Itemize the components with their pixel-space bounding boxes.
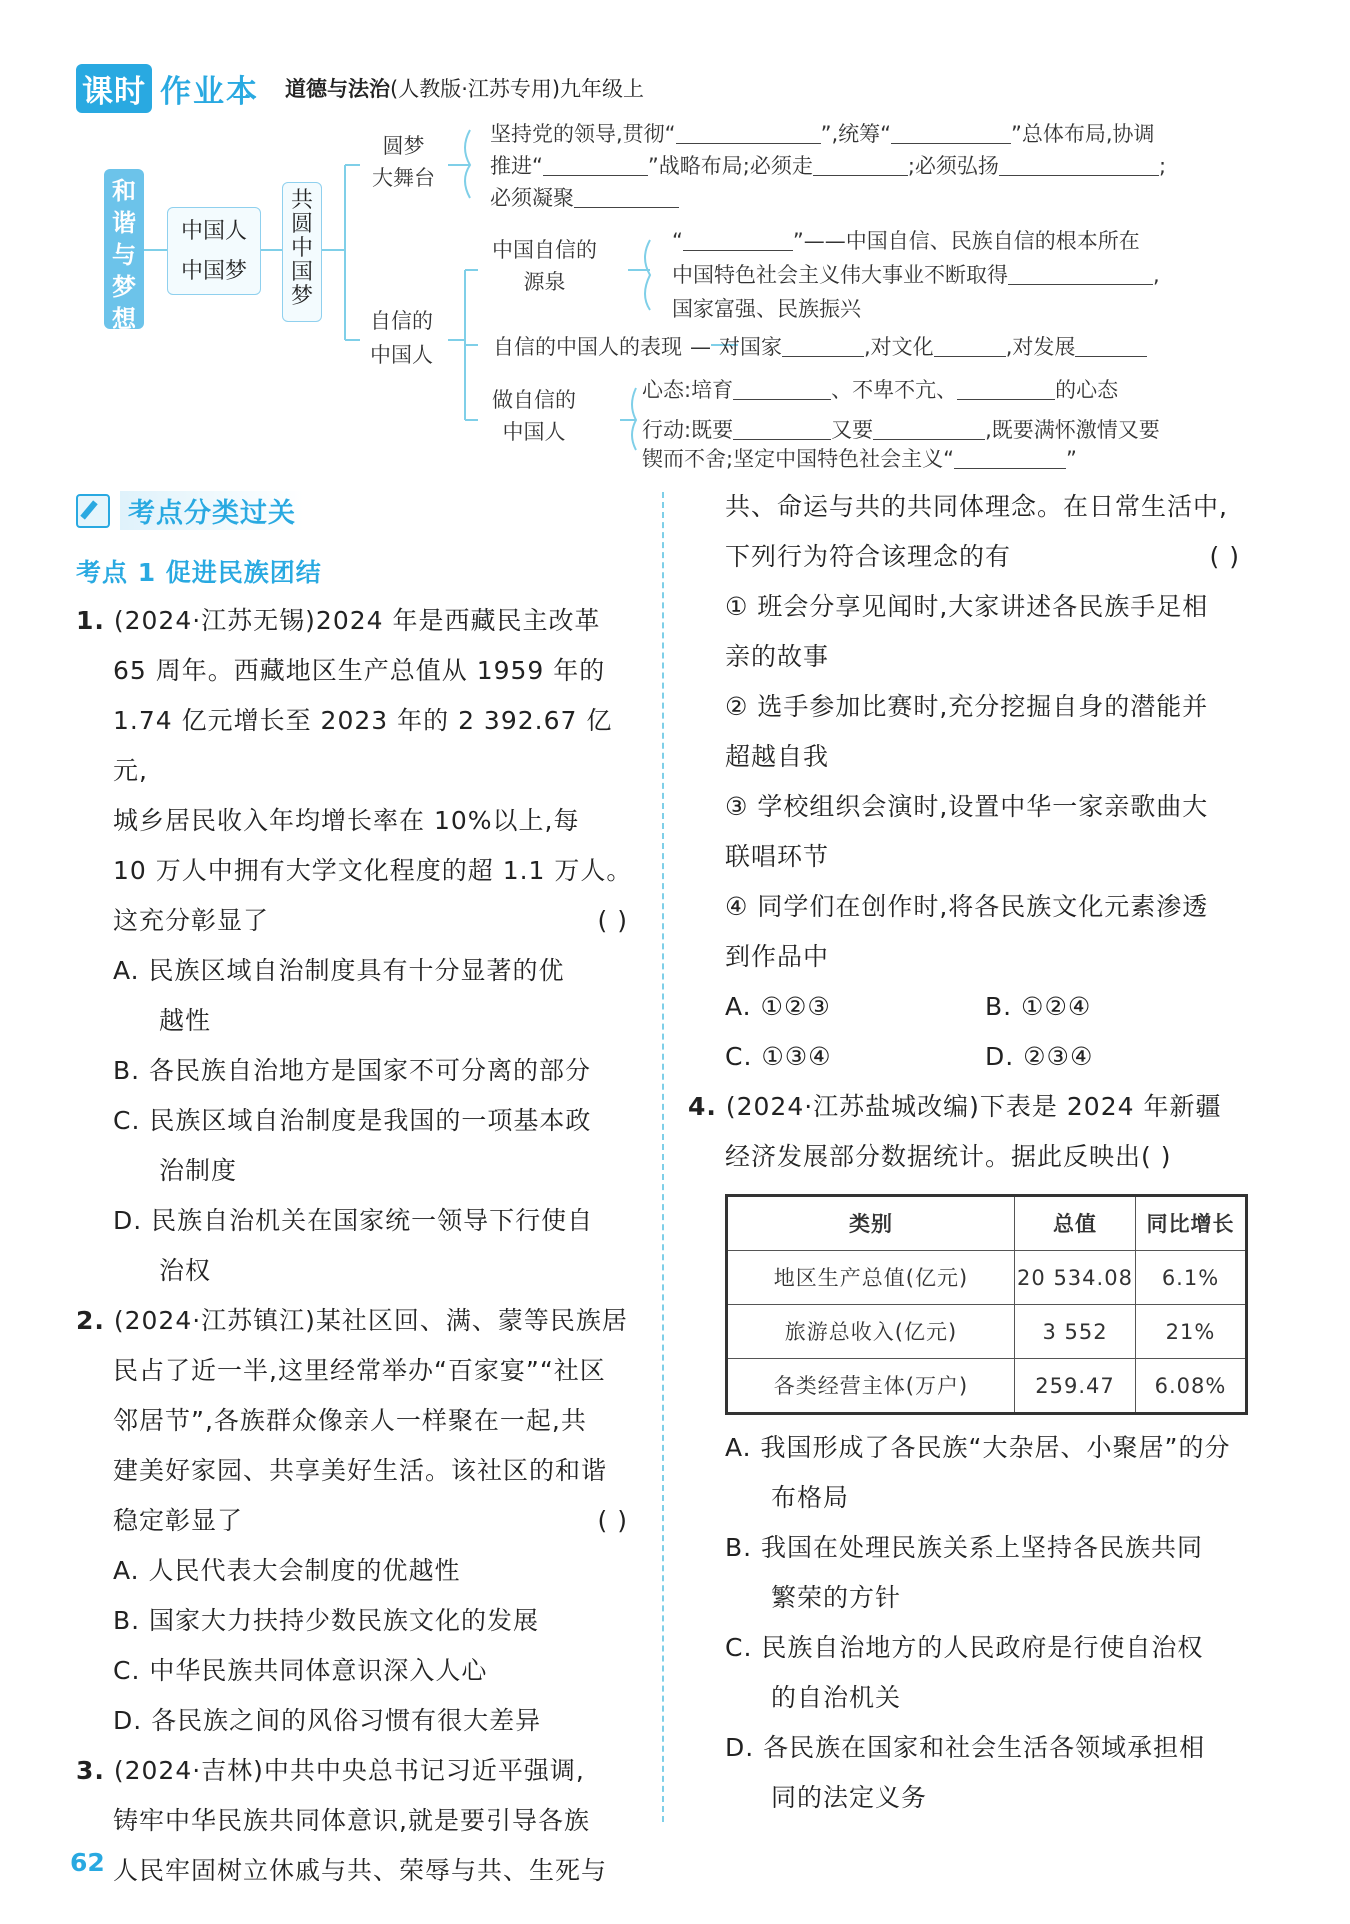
- fill-blank[interactable]: [733, 418, 831, 440]
- do-3-b: ”: [1065, 447, 1077, 471]
- q4-line: (2024·江苏盐城改编)下表是 2024 年新疆: [725, 1092, 1222, 1121]
- table-cell: 地区生产总值(亿元): [727, 1251, 1015, 1305]
- fill-blank[interactable]: [954, 447, 1066, 469]
- fill-blank[interactable]: [1075, 335, 1147, 357]
- logo-word: 作业本: [160, 74, 259, 110]
- q1-line: 城乡居民收入年均增长率在 10%以上,每: [113, 806, 580, 835]
- b2-title-line2: 中国人: [370, 343, 433, 367]
- perf-label: 自信的中国人的表现: [493, 335, 682, 359]
- q1-last: 这充分彰显了: [113, 906, 270, 935]
- q4-option-c[interactable]: C. 民族自治地方的人民政府是行使自治权: [725, 1633, 1204, 1662]
- q3-item-3-cont: 联唱环节: [725, 842, 830, 871]
- q2-num: 2.: [76, 1306, 105, 1335]
- q1-option-c-cont: 治制度: [159, 1156, 238, 1185]
- fill-blank[interactable]: [813, 154, 908, 176]
- q4-option-d[interactable]: D. 各民族在国家和社会生活各领域承担相: [725, 1733, 1206, 1762]
- fill-blank[interactable]: [733, 378, 831, 400]
- q3-item-2: ② 选手参加比赛时,充分挖掘自身的潜能并: [725, 692, 1209, 721]
- table-cell: 20 534.08: [1015, 1251, 1136, 1305]
- q4-option-a[interactable]: A. 我国形成了各民族“大杂居、小聚居”的分: [725, 1433, 1231, 1462]
- table-cell: 259.47: [1015, 1359, 1136, 1414]
- table-cell: 旅游总收入(亿元): [727, 1305, 1015, 1359]
- data-table: [725, 1194, 1248, 1415]
- src-2-end: ,: [1153, 263, 1160, 287]
- q1-option-a[interactable]: A. 民族区域自治制度具有十分显著的优: [113, 956, 565, 985]
- q3-item-4-cont: 到作品中: [725, 942, 830, 971]
- b1-l2-a: 推进“: [490, 154, 543, 178]
- src-1-pre: “: [672, 229, 683, 253]
- fill-blank[interactable]: [782, 335, 864, 357]
- q3-choice-d[interactable]: D. ②③④: [985, 1042, 1094, 1071]
- q4-option-b-cont: 繁荣的方针: [771, 1583, 902, 1612]
- b1-l2-b: ”战略布局;必须走: [647, 154, 813, 178]
- src-title-line2: 源泉: [523, 270, 566, 294]
- answer-paren[interactable]: ( ): [597, 906, 628, 935]
- fill-blank[interactable]: [676, 122, 821, 144]
- q3-line: 人民牢固树立休戚与共、荣辱与共、生死与: [113, 1856, 608, 1885]
- left-column: [76, 596, 636, 1896]
- mindmap-root-tag: 和谐与梦想: [104, 169, 144, 329]
- src-title-line1: 中国自信的: [492, 238, 597, 262]
- answer-paren[interactable]: ( ): [597, 1506, 628, 1535]
- q1-option-a-cont: 越性: [159, 1006, 212, 1035]
- q3-line: (2024·吉林)中共中央总书记习近平强调,: [113, 1756, 585, 1785]
- q3-item-1: ① 班会分享见闻时,大家讲述各民族手足相: [725, 592, 1209, 621]
- section-title: 考点分类过关: [120, 491, 304, 530]
- do-1-b: 、不卑不亢、: [831, 378, 958, 402]
- table-row: [727, 1251, 1247, 1305]
- b1-l1-a: 坚持党的领导,贯彻“: [490, 122, 676, 146]
- q1-line: 10 万人中拥有大学文化程度的超 1.1 万人。: [113, 856, 633, 885]
- q2-last: 稳定彰显了: [113, 1506, 244, 1535]
- q4-last: 经济发展部分数据统计。据此反映出( ): [725, 1142, 1172, 1171]
- b2-title: [370, 304, 433, 372]
- table-header: 总值: [1015, 1196, 1136, 1251]
- q1-line: (2024·江苏无锡)2024 年是西藏民主改革: [113, 606, 601, 635]
- q2-option-c[interactable]: C. 中华民族共同体意识深入人心: [113, 1656, 488, 1685]
- q3-item-2-cont: 超越自我: [725, 742, 830, 771]
- b1-l1-b: ”,统筹“: [820, 122, 891, 146]
- perf-b: ,对文化: [864, 335, 934, 359]
- b1-title-line1: 圆梦: [382, 134, 425, 158]
- question-1: [76, 596, 636, 1296]
- q1-option-d[interactable]: D. 民族自治机关在国家统一领导下行使自: [113, 1206, 594, 1235]
- answer-paren[interactable]: ( ): [1209, 542, 1240, 571]
- q4-num: 4.: [688, 1092, 717, 1121]
- fill-blank[interactable]: [1008, 263, 1153, 285]
- src-title: [492, 234, 597, 298]
- do-2-b: 又要: [831, 418, 874, 442]
- fill-blank[interactable]: [574, 186, 679, 208]
- logo-box: 课时: [76, 64, 152, 113]
- src-3: 国家富强、民族振兴: [672, 297, 861, 321]
- do-title: [492, 384, 576, 448]
- fill-blank[interactable]: [957, 378, 1055, 400]
- table-cell: 各类经营主体(万户): [727, 1359, 1015, 1414]
- q2-line: (2024·江苏镇江)某社区回、满、蒙等民族居: [113, 1306, 628, 1335]
- q3-last: 下列行为符合该理念的有: [725, 542, 1012, 571]
- q1-option-b[interactable]: B. 各民族自治地方是国家不可分离的部分: [113, 1056, 592, 1085]
- q3-item-1-cont: 亲的故事: [725, 642, 830, 671]
- q3-choice-c[interactable]: C. ①③④: [725, 1042, 832, 1071]
- b1-l2-d: ;: [1158, 154, 1167, 178]
- right-column: [688, 482, 1248, 1823]
- q2-line: 邻居节”,各族群众像亲人一样聚在一起,共: [113, 1406, 587, 1435]
- b2-title-line1: 自信的: [370, 309, 433, 333]
- column-divider: [662, 492, 664, 1822]
- q3-choices-row1: [688, 982, 1248, 1032]
- q2-line: 建美好家园、共享美好生活。该社区的和谐: [113, 1456, 608, 1485]
- q4-table-wrap: [688, 1194, 1248, 1415]
- center-line-2: 中国梦: [180, 259, 247, 284]
- b1-l3: 必须凝聚: [490, 186, 574, 210]
- b1-title-line2: 大舞台: [372, 166, 435, 190]
- fill-blank[interactable]: [891, 122, 1011, 144]
- table-header: 类别: [727, 1196, 1015, 1251]
- table-header-row: [727, 1196, 1247, 1251]
- q4-option-b[interactable]: B. 我国在处理民族关系上坚持各民族共同: [725, 1533, 1204, 1562]
- table-cell: 6.08%: [1136, 1359, 1247, 1414]
- q1-line: 1.74 亿元增长至 2023 年的 2 392.67 亿元,: [113, 706, 613, 785]
- fill-blank[interactable]: [873, 418, 985, 440]
- do-1-a: 心态:培育: [642, 378, 734, 402]
- q2-option-d[interactable]: D. 各民族之间的风俗习惯有很大差异: [113, 1706, 542, 1735]
- mindmap-branch-node: 共圆中国梦: [282, 182, 322, 322]
- do-2-c: ,既要满怀激情又要: [985, 418, 1160, 442]
- q1-option-d-cont: 治权: [159, 1256, 212, 1285]
- b1-content: [490, 118, 1230, 214]
- perf-c: ,对发展: [1005, 335, 1076, 359]
- do-3-a: 锲而不舍;坚定中国特色社会主义“: [642, 447, 954, 471]
- q4-option-c-cont: 的自治机关: [771, 1683, 902, 1712]
- do-title-line2: 中国人: [502, 420, 566, 444]
- table-header: 同比增长: [1136, 1196, 1247, 1251]
- table-cell: 3 552: [1015, 1305, 1136, 1359]
- q1-line: 65 周年。西藏地区生产总值从 1959 年的: [113, 656, 606, 685]
- fill-blank[interactable]: [934, 335, 1006, 357]
- q2-option-b[interactable]: B. 国家大力扶持少数民族文化的发展: [113, 1606, 540, 1635]
- b1-l1-c: ”总体布局,协调: [1011, 122, 1155, 146]
- question-2: [76, 1296, 636, 1746]
- subject-name: 道德与法治: [285, 77, 390, 101]
- q3-choice-b[interactable]: B. ①②④: [985, 992, 1092, 1021]
- src-content: [672, 224, 1232, 326]
- table-cell: 21%: [1136, 1305, 1247, 1359]
- q2-line: 民占了近一半,这里经常举办“百家宴”“社区: [113, 1356, 606, 1385]
- q2-option-a[interactable]: A. 人民代表大会制度的优越性: [113, 1556, 461, 1585]
- b1-l2-c: ;必须弘扬: [907, 154, 999, 178]
- question-4: [688, 1082, 1248, 1182]
- fill-blank[interactable]: [999, 154, 1159, 176]
- q4-option-a-cont: 布格局: [771, 1483, 850, 1512]
- q1-option-c[interactable]: C. 民族区域自治制度是我国的一项基本政: [113, 1106, 592, 1135]
- q3-line: 铸牢中华民族共同体意识,就是要引导各族: [113, 1806, 590, 1835]
- do-title-line1: 做自信的: [492, 388, 576, 412]
- edition-text: (人教版·江苏专用)九年级上: [390, 77, 645, 101]
- mindmap-center-node: [167, 207, 261, 295]
- table-cell: 6.1%: [1136, 1251, 1247, 1305]
- q3-choices-row2: [688, 1032, 1248, 1082]
- page-number: 62: [70, 1848, 105, 1877]
- table-row: [727, 1305, 1247, 1359]
- src-2: 中国特色社会主义伟大事业不断取得: [672, 263, 1008, 287]
- q4-option-d-cont: 同的法定义务: [771, 1783, 928, 1812]
- do-2-a: 行动:既要: [642, 418, 734, 442]
- q1-num: 1.: [76, 606, 105, 635]
- q3-item-3: ③ 学校组织会演时,设置中华一家亲歌曲大: [725, 792, 1209, 821]
- q3-num: 3.: [76, 1756, 105, 1785]
- q3-item-4: ④ 同学们在创作时,将各民族文化元素渗透: [725, 892, 1209, 921]
- do-1-c: 的心态: [1055, 378, 1119, 402]
- table-row: [727, 1359, 1247, 1414]
- perf-a: 对国家: [719, 335, 782, 359]
- fill-blank[interactable]: [543, 154, 648, 176]
- fill-blank[interactable]: [683, 229, 793, 251]
- pencil-note-icon: [76, 494, 110, 528]
- do-3-line: [642, 442, 1262, 476]
- do-content: [642, 370, 1242, 450]
- center-line-1: 中国人: [180, 219, 247, 244]
- b1-title: [372, 130, 435, 194]
- section-header: [76, 491, 304, 530]
- kaodian-title: 考点 1 促进民族团结: [76, 558, 322, 587]
- question-3: [76, 1746, 636, 1896]
- src-1: ”——中国自信、民族自信的根本所在: [792, 229, 1140, 253]
- perf-line: 自信的中国人的表现 — 对国家 ,对文化 ,对发展: [493, 330, 1253, 364]
- q3-choice-a[interactable]: A. ①②③: [725, 992, 831, 1021]
- q3-line: 共、命运与共的共同体理念。在日常生活中,: [725, 492, 1228, 521]
